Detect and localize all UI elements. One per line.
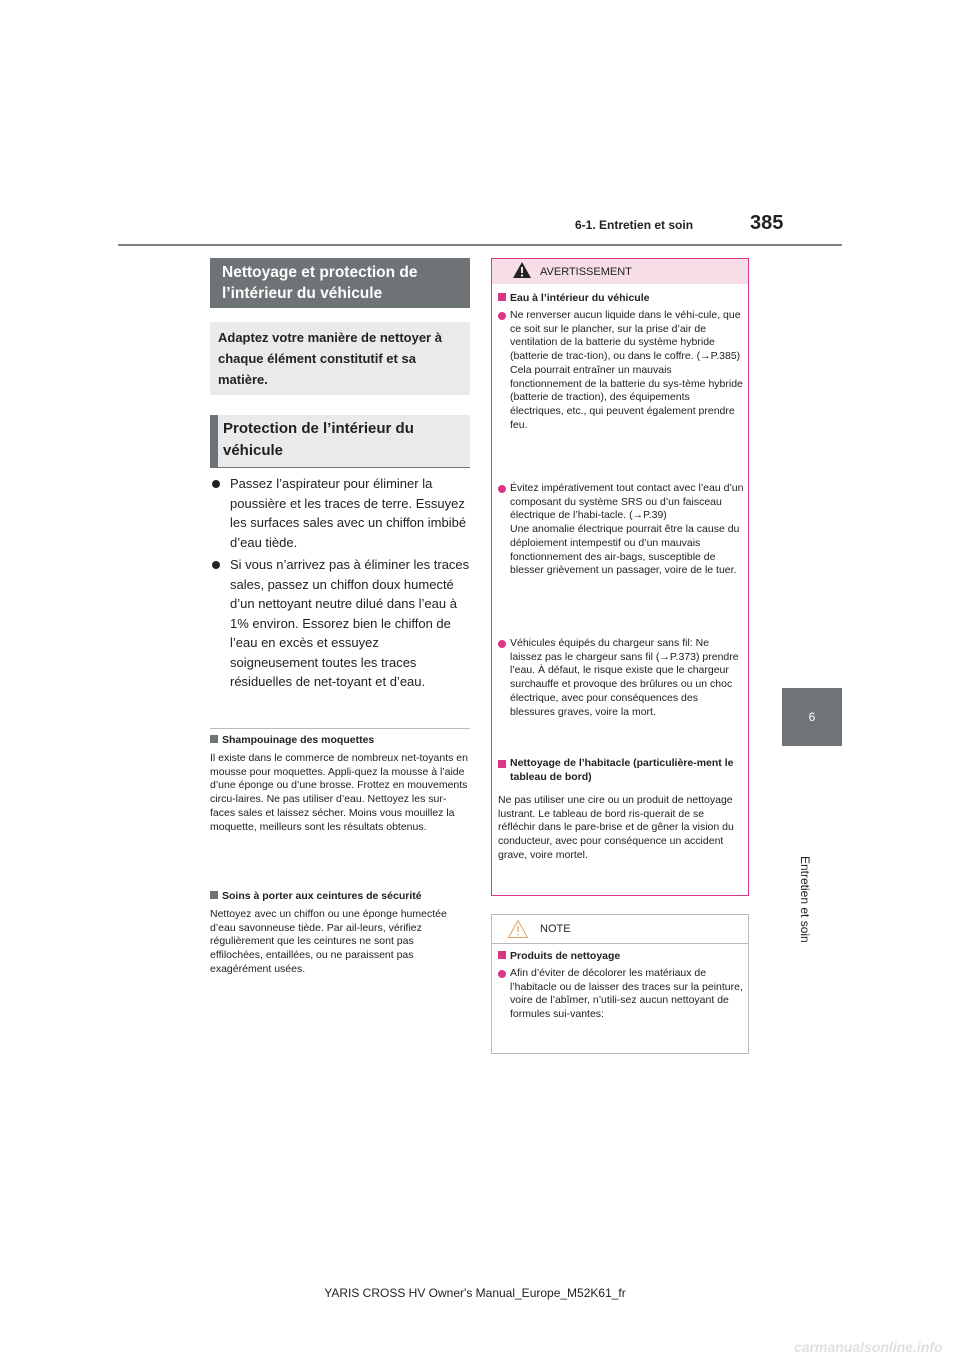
bullet-text: Si vous n’arrivez pas à éliminer les traces sales, passez un chiffon doux humecté d’un nettoyant neutre dilué dans l’eau à 1% environ. Essorez bien le chiffon de l’eau en excès et essuyez soigneusement toutes les traces résiduelles de net-toyant et d’eau.: [230, 557, 470, 689]
bullet-text: Passez l’aspirateur pour éliminer la poussière et les traces de terre. Essuyez les surfaces sales avec un chiffon imbibé d’eau tiède.: [230, 476, 467, 550]
warning-item-text: Véhicules équipés du chargeur sans fil: Ne laissez pas le chargeur sans fil (→P.373) prendre l’eau. À défaut, le risque existe que le chargeur surchauffe et provoque des brûlures ou un choc électrique, avec pour conséquences des blessures graves, voire la mort.: [510, 637, 739, 718]
subtitle-text: Protection de l’intérieur du véhicule: [223, 420, 414, 459]
warning-item: [498, 637, 744, 749]
square-bullet-icon: [210, 891, 218, 899]
warning-item-text: Évitez impérativement tout contact avec l’eau d’un composant du système SRS ou d’un faisceau électrique de l’habi-tacle. (→P.39) Une anomalie électrique pourrait être la cause du déploiement intempestif ou d’un mauvais fonctionnement des air-bags, susceptible de blesser grièvement un passager, voire de le tuer.: [510, 482, 744, 577]
warning-triangle-icon: [512, 261, 532, 279]
note-item: [498, 967, 744, 1047]
note-label: NOTE: [540, 923, 571, 935]
bullet-dot: [212, 561, 220, 569]
note-heading-text: Produits de nettoyage: [510, 950, 621, 962]
subtitle-box: [210, 415, 470, 467]
header-divider: [118, 244, 842, 246]
subtitle-accent-bar: [210, 415, 218, 467]
warning-item-text: Ne renverser aucun liquide dans le véhi-cule, que ce soit sur le plancher, sur la prise d’air de ventilation de la batterie du système hybride (batterie de trac-tion), ou dans le coffre. (→P.385) Cela pourrait entraîner un mauvais fonctionnement de la batterie du sys-tème hybride (batterie de traction), des équipements électriques, etc., qui peuvent également prendre feu.: [510, 309, 743, 431]
square-bullet-icon: [498, 760, 506, 768]
section-heading-text: Soins à porter aux ceintures de sécurité: [222, 890, 422, 902]
warning-heading-text: Eau à l’intérieur du véhicule: [510, 292, 650, 304]
bullet-dot: [498, 485, 506, 493]
chapter-label: [798, 760, 812, 943]
list-item: [210, 555, 470, 715]
subtitle-rule: [210, 467, 470, 468]
section-header: 6-1. Entretien et soin: [575, 218, 694, 232]
square-bullet-icon: [498, 951, 506, 959]
chapter-label-text: Entretien et soin: [798, 856, 812, 943]
bullet-dot: [498, 970, 506, 978]
page-title: Nettoyage et protection de l’intérieur du véhicule: [222, 264, 418, 302]
square-bullet-icon: [498, 293, 506, 301]
title-box: [210, 258, 470, 308]
watermark: carmanualsonline.info: [794, 1339, 943, 1355]
intro-text: Adaptez votre manière de nettoyer à chaque élément constitutif et sa matière.: [218, 330, 442, 387]
chapter-tab: 6: [782, 688, 842, 746]
bullet-dot: [498, 312, 506, 320]
warning-heading-text: Nettoyage de l’habitacle (particulière-ment le tableau de bord): [510, 757, 734, 783]
warning-paragraph: Ne pas utiliser une cire ou un produit de nettoyage lustrant. Le tableau de bord ris-querait de se réfléchir dans le pare-brise et de gêner la vision du conducteur, avec pour conséquence un accident grave, voire mortel.: [498, 794, 734, 861]
list-item: [210, 474, 470, 554]
note-item-text: Afin d’éviter de décolorer les matériaux de l’habitacle ou de laisser des traces sur la peinture, voire de l’abîmer, n’utili-sez aucun nettoyant de formules sui-vantes:: [510, 967, 743, 1021]
footer: [0, 1286, 960, 1300]
section-text: Il existe dans le commerce de nombreux net-toyants en mousse pour moquettes. Appli-quez la mousse à l’aide d’une éponge ou d’une brosse. Frottez en mouvements circu-laires. Ne pas utiliser d’eau. Nettoyez les sur-faces sales et laissez sécher. Moins vous mouillez la moquette, meilleurs sont les résultats obtenus.: [210, 752, 468, 833]
note-heading: [498, 950, 744, 964]
section-divider: [210, 728, 470, 729]
caution-triangle-icon: [507, 919, 529, 939]
section-heading-text: Shampouinage des moquettes: [222, 734, 375, 746]
intro-box: [210, 322, 470, 395]
bullet-dot: [498, 640, 506, 648]
page-number: 385: [750, 212, 784, 234]
warning-item: [498, 482, 744, 622]
section-text: Nettoyez avec un chiffon ou une éponge humectée d’eau savonneuse tiède. Par ail-leurs, vérifiez régulièrement que les ceintures ne sont pas effilochées, entaillées, ou ne paraissent pas exagérément usées.: [210, 908, 447, 975]
footer-text: YARIS CROSS HV Owner's Manual_Europe_M52K61_fr: [324, 1286, 626, 1300]
bullet-dot: [212, 480, 220, 488]
section-heading: [210, 890, 422, 902]
warning-heading: [498, 292, 744, 306]
warning-label: AVERTISSEMENT: [540, 266, 632, 278]
note-header: [492, 915, 748, 944]
section-heading: [210, 734, 374, 746]
square-bullet-icon: [210, 735, 218, 743]
warning-item: [498, 309, 744, 474]
